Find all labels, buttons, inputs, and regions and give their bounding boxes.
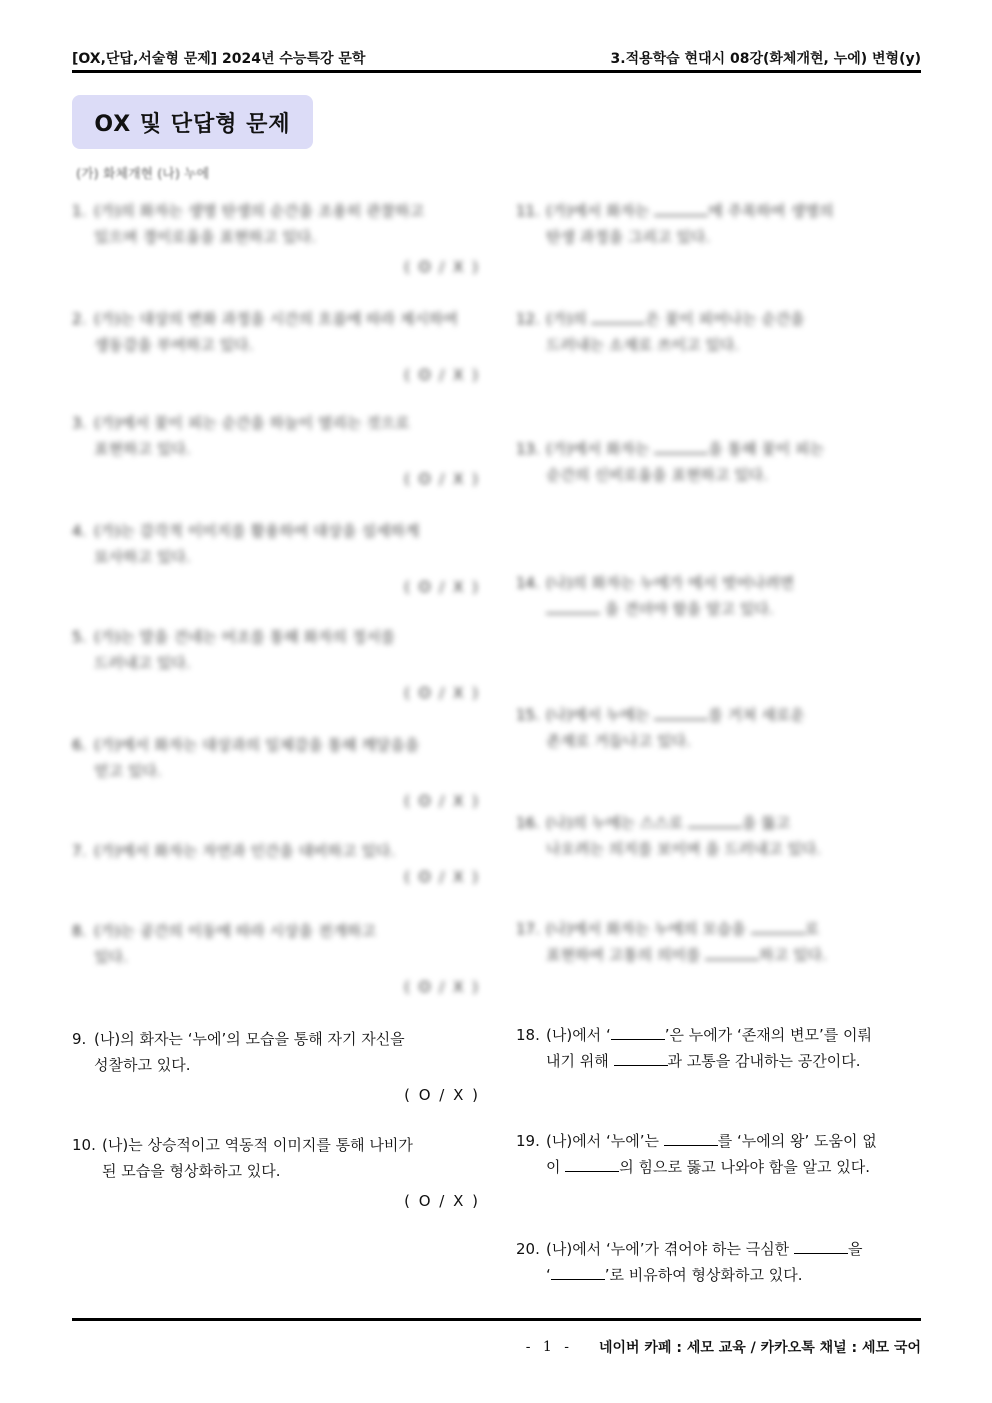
question-text: 을 통해 꽃이 피는 — [708, 440, 824, 458]
question-text: 은 꽃이 피어나는 순간을 — [645, 310, 805, 328]
question-9 — [72, 1026, 480, 1108]
question-number: 11. — [516, 202, 540, 220]
question-text: 과 고통을 감내하는 공간이다. — [667, 1052, 861, 1070]
header-unit: 3.적용학습 현대시 08강(화체개현, 누에) 변형(y) — [610, 51, 921, 67]
footer-channel: 네이버 카페 : 세모 교육 / 카카오톡 채널 : 세모 국어 — [598, 1340, 921, 1356]
question-text: (가)는 말을 건네는 어조를 통해 화자의 정서를 — [94, 628, 396, 646]
ox-choice: ( O / X ) — [404, 684, 480, 702]
question-15 — [516, 702, 921, 754]
header-rule — [72, 70, 921, 73]
question-text: 에서 벗어나려면 — [687, 574, 795, 592]
question-text: 있다. — [94, 948, 128, 966]
question-text: 하고 있다. — [759, 946, 827, 964]
question-13 — [516, 436, 921, 488]
question-text: 에 주목하여 생명의 — [708, 202, 834, 220]
answer-blank[interactable] — [546, 599, 600, 614]
question-text: 된 모습을 형상화하고 있다. — [102, 1162, 281, 1180]
ox-choice: ( O / X ) — [404, 258, 480, 276]
answer-blank[interactable] — [565, 1157, 619, 1172]
question-text: (가)에서 화자는 — [546, 440, 650, 458]
question-text: (나)의 화자는 누에가 — [546, 574, 684, 592]
answer-blank[interactable] — [664, 1131, 718, 1146]
question-8 — [72, 918, 480, 1000]
passage-subhead: (가) 화체개현 (나) 누에 — [76, 167, 210, 182]
ox-choice: ( O / X ) — [404, 978, 480, 996]
question-text: (나)는 상승적이고 역동적 이미지를 통해 나비가 — [102, 1136, 413, 1154]
question-text: ’로 비유하여 형상화하고 있다. — [604, 1266, 803, 1284]
question-number: 4. — [72, 522, 87, 540]
question-19 — [516, 1128, 921, 1180]
question-number: 15. — [516, 706, 540, 724]
question-text: 묘사하고 있다. — [94, 548, 191, 566]
footer-rule — [72, 1318, 921, 1321]
question-text: (나)에서 ‘ — [546, 1026, 611, 1044]
question-number: 7. — [72, 842, 87, 860]
question-text: 표현하고 있다. — [94, 440, 191, 458]
question-16 — [516, 810, 921, 862]
answer-blank[interactable] — [654, 705, 708, 720]
question-text: (가)에서 화자는 자연과 인간을 대비하고 있다. — [94, 842, 396, 860]
answer-blank[interactable] — [611, 1025, 665, 1040]
question-text: (나)에서 ‘누에’가 겪어야 하는 극심한 — [546, 1240, 790, 1258]
question-text: 를 거쳐 새로운 — [708, 706, 805, 724]
question-number: 16. — [516, 814, 540, 832]
question-number: 1. — [72, 202, 87, 220]
question-text: 을 — [847, 1240, 863, 1258]
ox-choice: ( O / X ) — [404, 470, 480, 488]
question-text: (가)의 화자는 생명 탄생의 순간을 조용히 관찰하고 — [94, 202, 425, 220]
answer-blank[interactable] — [794, 1239, 848, 1254]
question-text: 을 뚫고 — [741, 814, 791, 832]
question-text: (가)에서 화자는 대상과의 일체감을 통해 깨달음을 — [94, 736, 420, 754]
question-text: 드러내고 있다. — [94, 654, 191, 672]
question-text: 내기 위해 — [546, 1052, 609, 1070]
question-17 — [516, 916, 921, 968]
question-number: 8. — [72, 922, 87, 940]
question-text: 얻고 있다. — [94, 762, 162, 780]
answer-blank[interactable] — [705, 945, 759, 960]
question-text: (가)는 공간의 이동에 따라 시상을 전개하고 — [94, 922, 376, 940]
question-4 — [72, 518, 480, 600]
ox-choice: ( O / X ) — [404, 366, 480, 384]
question-7 — [72, 838, 480, 890]
question-number: 17. — [516, 920, 540, 938]
section-title: OX 및 단답형 문제 — [72, 95, 313, 149]
question-2 — [72, 306, 480, 388]
question-text: 나오려는 의지를 보이며 — [546, 840, 701, 858]
answer-blank[interactable] — [688, 813, 742, 828]
question-text: (나)의 화자는 ‘누에’의 모습을 통해 자기 자신을 — [94, 1030, 405, 1048]
question-text: 표현하여 고통의 의미를 — [546, 946, 701, 964]
page-number: - 1 - — [525, 1339, 573, 1355]
question-text: 를 ‘누에의 왕’ 도움이 없 — [717, 1132, 877, 1150]
question-number: 19. — [516, 1132, 540, 1150]
page-header — [72, 40, 921, 68]
question-number: 5. — [72, 628, 87, 646]
question-1 — [72, 198, 480, 280]
question-text: 을 드러내고 있다. — [705, 840, 821, 858]
question-number: 14. — [516, 574, 540, 592]
question-text: (가)에서 꽃이 피는 순간을 하늘이 열리는 것으로 — [94, 414, 410, 432]
page-footer — [72, 1335, 921, 1359]
question-text: 이 — [546, 1158, 561, 1176]
ox-choice: ( O / X ) — [404, 868, 480, 886]
ox-choice: ( O / X ) — [404, 1192, 480, 1210]
question-text: 성찰하고 있다. — [94, 1056, 191, 1074]
question-text: ‘ — [546, 1266, 551, 1284]
question-text: (나)에서 화자는 누에의 모습을 — [546, 920, 746, 938]
question-text: (나)의 누에는 스스로 — [546, 814, 684, 832]
question-text: 로 — [804, 920, 820, 938]
question-12 — [516, 306, 921, 358]
question-number: 2. — [72, 310, 87, 328]
question-number: 3. — [72, 414, 87, 432]
question-text: 있으며 경이로움을 표현하고 있다. — [94, 228, 316, 246]
question-18 — [516, 1022, 921, 1074]
ox-choice: ( O / X ) — [404, 792, 480, 810]
question-text: (가)의 — [546, 310, 587, 328]
question-text: 알고 있다. — [706, 600, 774, 618]
question-10 — [72, 1132, 480, 1214]
question-6 — [72, 732, 480, 814]
answer-blank[interactable] — [614, 1051, 668, 1066]
question-14 — [516, 570, 921, 622]
question-number: 20. — [516, 1240, 540, 1258]
question-text: ’은 누에가 ‘존재의 변모’를 이뤄 — [664, 1026, 872, 1044]
header-title: [OX,단답,서술형 문제] 2024년 수능특강 문학 — [72, 51, 366, 67]
question-text: (가)는 감각적 이미지를 활용하여 대상을 섬세하게 — [94, 522, 420, 540]
question-number: 18. — [516, 1026, 540, 1044]
question-11 — [516, 198, 921, 250]
question-5 — [72, 624, 480, 706]
question-20 — [516, 1236, 921, 1288]
question-text: (나)에서 ‘누에’는 — [546, 1132, 659, 1150]
question-text: 생동감을 부여하고 있다. — [94, 336, 254, 354]
question-3 — [72, 410, 480, 492]
answer-blank[interactable] — [654, 201, 708, 216]
question-text: 의 힘으로 뚫고 나와야 함을 알고 있다. — [619, 1158, 871, 1176]
answer-blank[interactable] — [654, 439, 708, 454]
ox-choice: ( O / X ) — [404, 578, 480, 596]
question-number: 12. — [516, 310, 540, 328]
question-text: (가)는 대상의 변화 과정을 시간의 흐름에 따라 제시하여 — [94, 310, 458, 328]
question-text: 순간의 신비로움을 표현하고 있다. — [546, 466, 768, 484]
answer-blank[interactable] — [551, 1265, 605, 1280]
question-text: 탄생 과정을 그리고 있다. — [546, 228, 710, 246]
question-text: (나)에서 누에는 — [546, 706, 650, 724]
question-text: 드러내는 소재로 쓰이고 있다. — [546, 336, 739, 354]
ox-choice: ( O / X ) — [404, 1086, 480, 1104]
question-text: 을 견뎌야 함을 — [604, 600, 702, 618]
question-number: 6. — [72, 736, 87, 754]
question-number: 13. — [516, 440, 540, 458]
question-text: 존재로 거듭나고 있다. — [546, 732, 691, 750]
answer-blank[interactable] — [591, 309, 645, 324]
question-text: (가)에서 화자는 — [546, 202, 650, 220]
answer-blank[interactable] — [751, 919, 805, 934]
question-number: 9. — [72, 1030, 87, 1048]
question-number: 10. — [72, 1136, 96, 1154]
